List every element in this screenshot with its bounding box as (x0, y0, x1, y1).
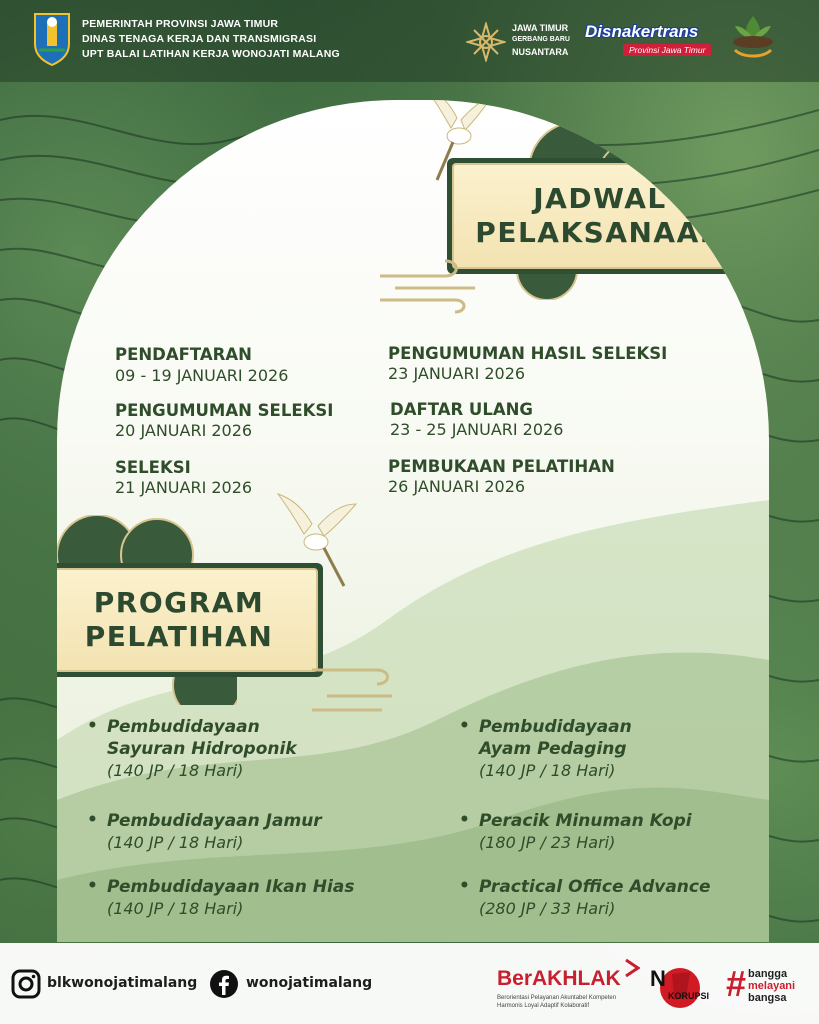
bullet-icon: • (87, 876, 98, 896)
program-item (459, 876, 711, 919)
jadwal-title: JADWAL (533, 182, 667, 215)
tagline-line: GERBANG BARU (512, 36, 570, 43)
hashtag-icon: # (726, 963, 747, 1004)
schedule-label: PENGUMUMAN HASIL SELEKSI (388, 344, 668, 363)
schedule-label: SELEKSI (115, 458, 191, 477)
bullet-icon: • (459, 876, 470, 896)
bullet-icon: • (459, 810, 470, 830)
program-name: Ayam Pedaging (479, 739, 627, 759)
program-plaque (57, 563, 323, 677)
bangga-word: bangsa (748, 992, 787, 1004)
program-name: Pembudidayaan (479, 717, 632, 737)
program-item (87, 810, 322, 853)
program-item (87, 876, 355, 919)
jawa-timur-tagline (512, 22, 570, 58)
east-java-crest-icon (33, 12, 71, 66)
jadwal-title: PELAKSANAAN (475, 216, 725, 249)
bangga-word: melayani (748, 980, 796, 992)
facebook-handle[interactable]: wonojatimalang (246, 975, 373, 991)
schedule-label: PEMBUKAAN PELATIHAN (388, 457, 615, 476)
jadwal-plaque (447, 158, 753, 274)
facebook-icon[interactable] (209, 969, 239, 999)
program-name: Pembudidayaan (107, 717, 260, 737)
berakhlak-tagline-line: Berorientasi Pelayanan Akuntabel Kompeten (497, 995, 617, 1001)
program-title: PROGRAM (93, 586, 265, 619)
berakhlak-logo: BerAKHLAK (497, 967, 621, 990)
cloud-swirl-icon (307, 660, 397, 726)
schedule-date: 26 JANUARI 2026 (388, 477, 526, 496)
program-name: Peracik Minuman Kopi (479, 811, 692, 831)
schedule-label: PENDAFTARAN (115, 345, 252, 364)
org-line: DINAS TENAGA KERJA DAN TRANSMIGRASI (82, 33, 317, 45)
bullet-icon: • (87, 810, 98, 830)
program-name: Sayuran Hidroponik (107, 739, 297, 759)
jawa-timur-logo-icon (466, 22, 506, 62)
schedule-date: 09 - 19 JANUARI 2026 (115, 366, 289, 385)
chevron-right-icon (624, 958, 640, 978)
bullet-icon: • (87, 716, 98, 736)
schedule-date: 23 JANUARI 2026 (388, 364, 526, 383)
schedule-date: 21 JANUARI 2026 (115, 478, 253, 497)
program-item (459, 716, 632, 781)
tagline-line: NUSANTARA (512, 47, 569, 57)
bangga-word: bangga (748, 968, 788, 980)
program-duration: (140 JP / 18 Hari) (107, 833, 244, 852)
program-title: PELATIHAN (84, 620, 274, 653)
instagram-icon[interactable] (11, 969, 41, 999)
disnakertrans-logo-text: Disnakertrans (585, 22, 699, 41)
program-item (87, 716, 297, 781)
berakhlak-tagline (497, 994, 616, 1010)
program-name: Pembudidayaan Jamur (107, 811, 322, 831)
program-duration: (140 JP / 18 Hari) (479, 761, 616, 780)
header-bar (0, 0, 819, 82)
tagline-line: JAWA TIMUR (512, 23, 569, 33)
schedule-label: PENGUMUMAN SELEKSI (115, 401, 334, 420)
no-korupsi-word: KORUPSI (668, 991, 710, 1001)
schedule-label: DAFTAR ULANG (390, 400, 533, 419)
instagram-handle[interactable]: blkwonojatimalang (47, 975, 198, 991)
program-duration: (180 JP / 23 Hari) (479, 833, 616, 852)
program-duration: (140 JP / 18 Hari) (107, 761, 244, 780)
program-name: Practical Office Advance (479, 877, 711, 897)
disnakertrans-subtitle: Provinsi Jawa Timur (623, 44, 711, 56)
program-duration: (280 JP / 33 Hari) (479, 899, 616, 918)
schedule-date: 23 - 25 JANUARI 2026 (390, 420, 564, 439)
org-line: UPT BALAI LATIHAN KERJA WONOJATI MALANG (82, 48, 340, 60)
no-korupsi-letter: N (650, 966, 666, 991)
organization-name (82, 17, 340, 62)
program-item (459, 810, 692, 853)
content-card (57, 100, 769, 942)
schedule-date: 20 JANUARI 2026 (115, 421, 253, 440)
bullet-icon: • (459, 716, 470, 736)
blk-wonojati-logo-icon (725, 12, 781, 62)
berakhlak-tagline-line: Harmonis Loyal Adaptif Kolaboratif (497, 1003, 590, 1009)
program-duration: (140 JP / 18 Hari) (107, 899, 244, 918)
org-line: PEMERINTAH PROVINSI JAWA TIMUR (82, 18, 279, 30)
cloud-swirl-icon (375, 256, 485, 316)
program-name: Pembudidayaan Ikan Hias (107, 877, 355, 897)
